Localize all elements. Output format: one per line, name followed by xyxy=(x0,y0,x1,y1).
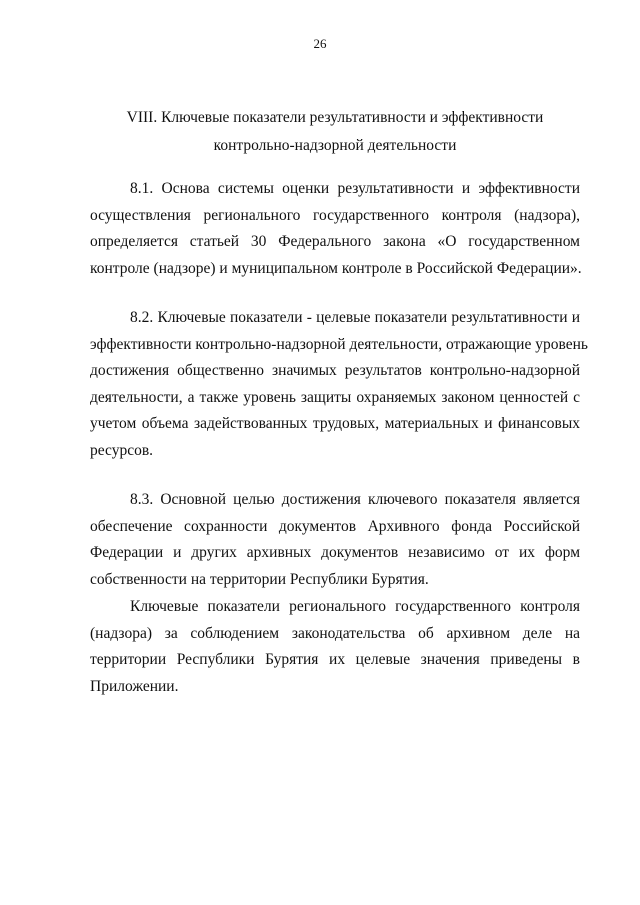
text-line: 8.2. Ключевые показатели - целевые показатели результативности и xyxy=(130,309,580,326)
text-line: эффективности контрольно-надзорной деятельности, отражающие уровень xyxy=(90,335,588,353)
text-line: обеспечение сохранности документов Архивного фонда Российской xyxy=(90,517,580,535)
text-line: достижения общественно значимых результатов контрольно-надзорной xyxy=(90,362,580,379)
text-line: Ключевые показатели регионального государственного контроля xyxy=(130,598,580,615)
text-line: территории Республики Бурятия их целевые значения приведены в xyxy=(90,651,580,668)
paragraph-8-2 xyxy=(90,305,588,464)
section-heading xyxy=(90,104,580,160)
text-line: 8.3. Основной целью достижения ключевого показателя является xyxy=(130,491,580,508)
page-number: 26 xyxy=(313,36,327,51)
text-line: Приложении. xyxy=(90,677,179,695)
text-line: контроле (надзоре) и муниципальном контроле в Российской Федерации». xyxy=(90,259,582,277)
text-line: осуществления регионального государственного контроля (надзора), xyxy=(90,206,580,224)
text-line: 8.1. Основа системы оценки результативности и эффективности xyxy=(130,180,580,197)
text-line: собственности на территории Республики Бурятия. xyxy=(90,570,429,588)
text-line: (надзора) за соблюдением законодательства об архивном деле на xyxy=(90,624,580,642)
paragraph-8-1 xyxy=(90,176,580,282)
heading-line-2: контрольно-надзорной деятельности xyxy=(213,137,457,154)
paragraph-8-3 xyxy=(90,487,580,593)
text-line: деятельности, а также уровень защиты охраняемых законом ценностей с xyxy=(90,388,580,406)
heading-line-1: VIII. Ключевые показатели результативности и эффективности xyxy=(126,109,544,126)
text-line: ресурсов. xyxy=(90,441,154,459)
text-line: учетом объема задействованных трудовых, материальных и финансовых xyxy=(90,415,580,432)
text-line: определяется статьей 30 Федерального закона «О государственном xyxy=(90,233,580,250)
paragraph-key-indicators xyxy=(90,594,580,700)
text-line: Федерации и других архивных документов независимо от их форм xyxy=(90,544,580,561)
